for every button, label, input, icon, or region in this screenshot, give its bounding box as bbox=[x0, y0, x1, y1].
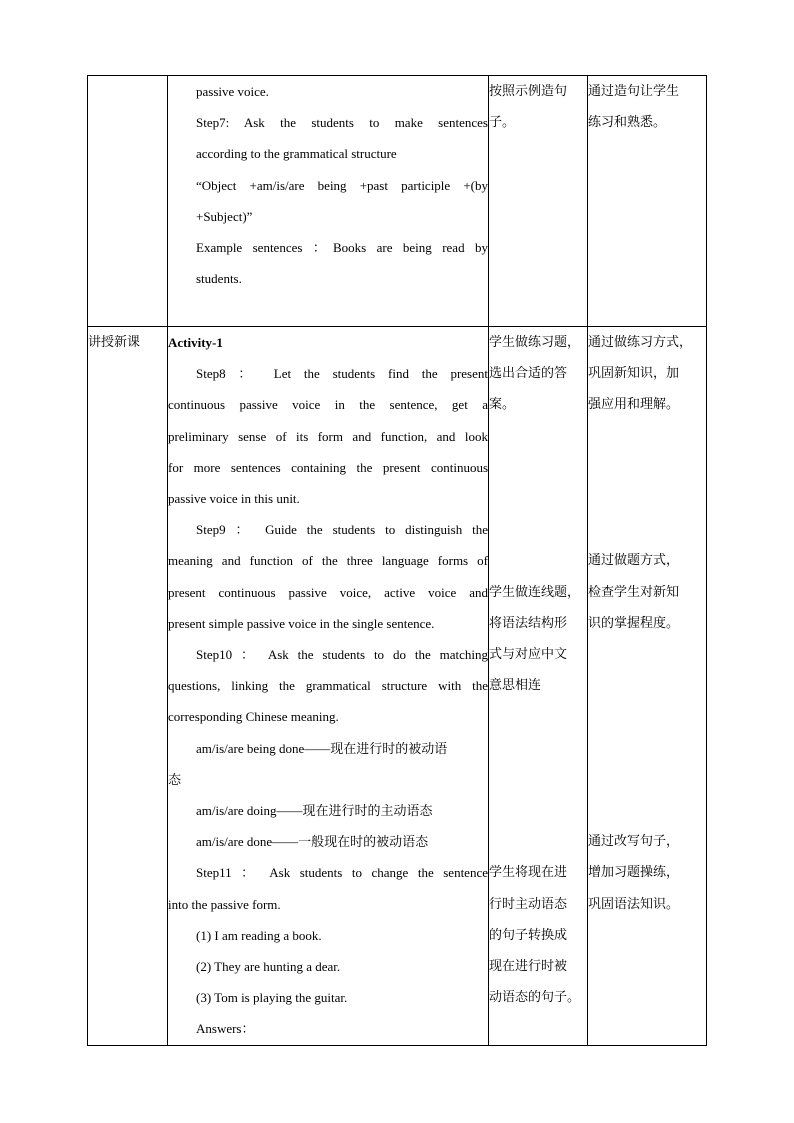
table-row bbox=[88, 327, 707, 1046]
student-activity-cell bbox=[489, 76, 588, 327]
text-line: (1) I am reading a book. bbox=[196, 927, 322, 943]
text-line: am/is/are being done——现在进行时的被动语 bbox=[196, 740, 448, 756]
text-line: 行时主动语态 bbox=[489, 896, 568, 912]
text-line: continuous passive voice in the sentence, get a bbox=[168, 397, 488, 413]
stage-cell bbox=[88, 327, 168, 1046]
text-line: am/is/are done——一般现在时的被动语态 bbox=[196, 834, 429, 850]
text-line: preliminary sense of its form and function, and look bbox=[168, 428, 488, 444]
text-line: into the passive form. bbox=[168, 896, 281, 912]
text-line: (2) They are hunting a dear. bbox=[196, 959, 341, 975]
text-line: students. bbox=[196, 271, 242, 287]
text-line: 巩固新知识，加 bbox=[588, 366, 680, 382]
text-line: Step10 ： Ask the students to do the matching bbox=[196, 647, 488, 663]
text-line: Example sentences ：Books are being read by bbox=[196, 240, 488, 256]
text-line: 通过改写句子， bbox=[588, 834, 680, 850]
lesson-plan-table bbox=[87, 75, 707, 1046]
text-line: 的句子转换成 bbox=[489, 927, 568, 943]
text-line: passive voice in this unit. bbox=[168, 491, 300, 507]
text-line: 子。 bbox=[489, 115, 516, 131]
stage-label: 讲授新课 bbox=[88, 335, 141, 350]
text-line: Step7: Ask the students to make sentences bbox=[196, 115, 488, 131]
stage-cell bbox=[88, 76, 168, 327]
text-line: 巩固语法知识。 bbox=[588, 896, 680, 912]
text-line: 学生做练习题， bbox=[489, 335, 581, 350]
text-line: corresponding Chinese meaning. bbox=[168, 709, 339, 725]
text-line: 通过造句让学生 bbox=[588, 84, 680, 99]
text-line: meaning and function of the three language forms of bbox=[168, 553, 488, 569]
text-line: present simple passive voice in the single sentence. bbox=[168, 615, 435, 631]
text-line: Step8 ： Let the students find the present bbox=[196, 366, 488, 382]
text-line: 案。 bbox=[489, 397, 516, 413]
text-line: 现在进行时被 bbox=[489, 958, 568, 974]
text-line: (3) Tom is playing the guitar. bbox=[196, 990, 348, 1006]
text-line: 练习和熟悉。 bbox=[588, 115, 667, 131]
text-line: 将语法结构形 bbox=[489, 615, 568, 631]
text-line: passive voice. bbox=[196, 84, 269, 99]
text-line: 按照示例造句 bbox=[489, 84, 568, 99]
text-line: 学生将现在进 bbox=[489, 865, 568, 881]
text-line: 态 bbox=[168, 771, 182, 787]
design-purpose-cell bbox=[588, 327, 707, 1046]
text-line: “Object +am/is/are being +past participle +(by bbox=[196, 177, 488, 193]
text-line: questions, linking the grammatical structure with the bbox=[168, 678, 488, 694]
text-line: 检查学生对新知 bbox=[588, 584, 680, 600]
text-line: Step9 ： Guide the students to distinguish the bbox=[196, 522, 488, 538]
text-line: +Subject)” bbox=[196, 208, 253, 224]
text-line: 增加习题操练， bbox=[588, 865, 680, 881]
text-line: 动语态的句子。 bbox=[489, 990, 581, 1006]
text-line: for more sentences containing the present continuous bbox=[168, 459, 488, 475]
text-line: 强应用和理解。 bbox=[588, 397, 680, 413]
text-line: Answers： bbox=[196, 1021, 255, 1037]
table-row bbox=[88, 76, 707, 327]
text-line: 意思相连 bbox=[489, 678, 542, 694]
text-line: 通过做练习方式， bbox=[588, 335, 693, 350]
text-line: am/is/are doing——现在进行时的主动语态 bbox=[196, 803, 433, 819]
activity-heading: Activity-1 bbox=[168, 335, 223, 350]
text-line: according to the grammatical structure bbox=[196, 146, 397, 162]
student-activity-cell bbox=[489, 327, 588, 1046]
text-line: 式与对应中文 bbox=[489, 646, 568, 662]
design-purpose-cell bbox=[588, 76, 707, 327]
text-line: 通过做题方式， bbox=[588, 553, 680, 569]
text-line: 识的掌握程度。 bbox=[588, 615, 680, 631]
text-line: 选出合适的答 bbox=[489, 366, 568, 382]
text-line: Step11 ： Ask students to change the sentence bbox=[196, 865, 488, 881]
text-line: 学生做连线题， bbox=[489, 584, 581, 600]
procedure-cell bbox=[168, 76, 489, 327]
text-line: present continuous passive voice, active voice and bbox=[168, 584, 488, 600]
procedure-cell bbox=[168, 327, 489, 1046]
